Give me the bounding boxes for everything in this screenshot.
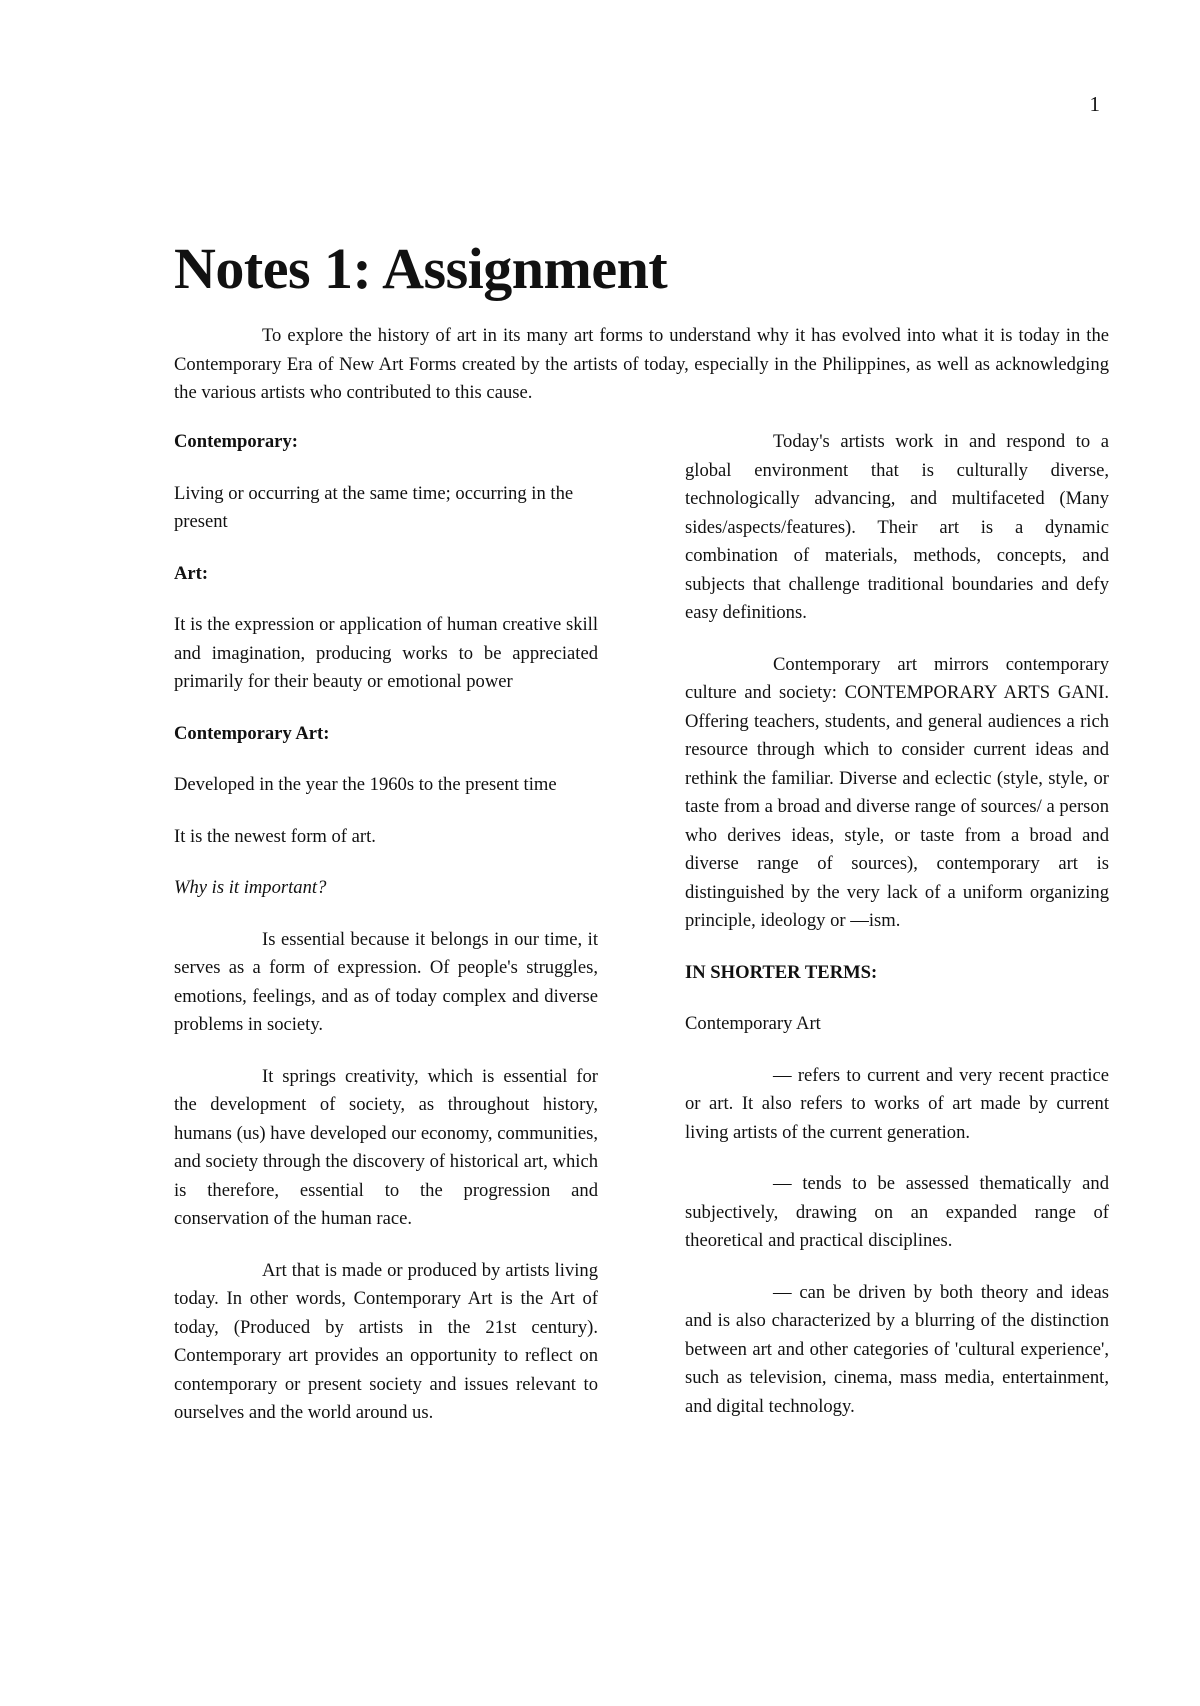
- dash-item-refers: — refers to current and very recent practice or art. It also refers to works of art made by current living artists of the current generation.: [685, 1064, 1109, 1143]
- shorter-terms-heading: IN SHORTER TERMS:: [685, 961, 878, 983]
- paragraph-made-by-artists: Art that is made or produced by artists living today. In other words, Contemporary Art is the Art of today, (Produced by artists in the 21st century). Contemporary art provides an opportunity to reflect on contemporary or present society and issues relevant to ourselves and the world around us.: [174, 1259, 598, 1423]
- paragraph-todays-artists: Today's artists work in and respond to a global environment that is culturally diverse, technologically advancing, and multifaceted (Many sides/aspects/features). Their art is a dynamic combination of materials, methods, concepts, and subjects that challenge traditional boundaries and defy easy definitions.: [685, 431, 1109, 623]
- contemporary-definition: Living or occurring at the same time; occurring in the present: [174, 482, 574, 532]
- contemporary-art-label: Contemporary Art: [685, 1013, 821, 1034]
- left-column: [174, 428, 598, 1451]
- newest-text: It is the newest form of art.: [174, 825, 376, 847]
- page-number: 1: [1089, 92, 1100, 116]
- why-important-question: Why is it important?: [174, 877, 327, 898]
- paragraph-essential: Is essential because it belongs in our time, it serves as a form of expression. Of people's struggles, emotions, feelings, and as of today complex and diverse problems in society.: [174, 928, 598, 1035]
- art-definition: It is the expression or application of human creative skill and imagination, producing works to be appreciated primarily for their beauty or emotional power: [174, 614, 598, 692]
- page-title: Notes 1: Assignment: [174, 236, 668, 301]
- contemporary-heading: Contemporary:: [174, 431, 298, 452]
- intro-paragraph: To explore the history of art in its many art forms to understand why it has evolved into what it is today in the Contemporary Era of New Art Forms created by the artists of today, especially in the Philippines, as well as acknowledging the various artists who contributed to this cause.: [174, 325, 1109, 403]
- paragraph-creativity: It springs creativity, which is essential for the development of society, as throughout history, humans (us) have developed our economy, communities, and society through the discovery of historical art, which is therefore, essential to the progression and conservation of the human race.: [174, 1065, 598, 1229]
- dash-item-assessed: — tends to be assessed thematically and subjectively, drawing on an expanded range of theoretical and practical disciplines.: [685, 1173, 1109, 1251]
- dash-item-driven: — can be driven by both theory and ideas and is also characterized by a blurring of the distinction between art and other categories of 'cultural experience', such as television, cinema, mass media, entertainment, and digital technology.: [685, 1281, 1109, 1417]
- paragraph-mirrors: Contemporary art mirrors contemporary culture and society: CONTEMPORARY ARTS GANI. Offering teachers, students, and general audiences a rich resource through which to consider current ideas and rethink the familiar. Diverse and eclectic (style, style, or taste from a broad and diverse range of sources/ a person who derives ideas, style, or taste from a broad and diverse range of sources), contemporary art is distinguished by the very lack of a uniform organizing principle, ideology or —ism.: [685, 653, 1109, 931]
- contemporary-art-heading: Contemporary Art:: [174, 722, 330, 744]
- right-column: [685, 428, 1109, 1444]
- art-heading: Art:: [174, 562, 209, 584]
- developed-text: Developed in the year the 1960s to the present time: [174, 774, 557, 795]
